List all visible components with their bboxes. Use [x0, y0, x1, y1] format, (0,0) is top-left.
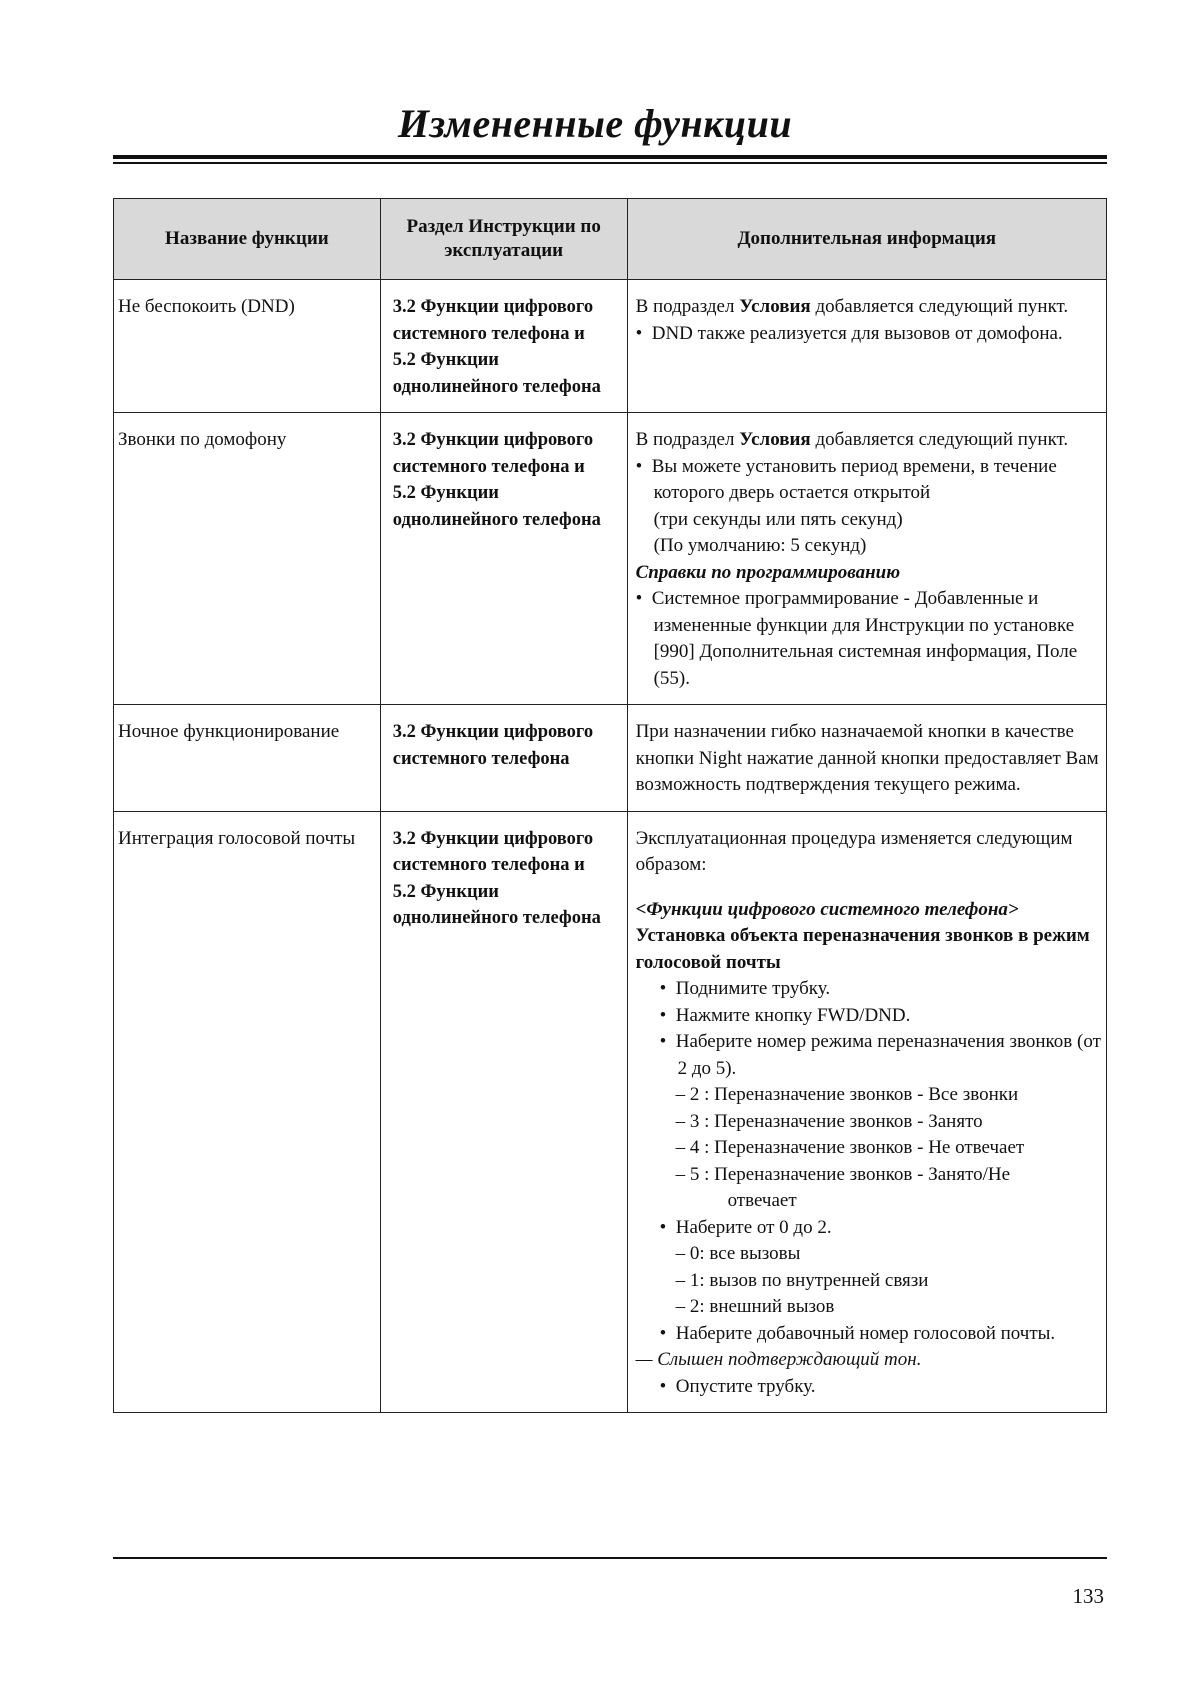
step-option: – 0: все вызовы — [675, 1243, 801, 1264]
row-additional-info — [627, 413, 1106, 705]
section-line: системного телефона и — [392, 855, 585, 875]
title-rule-thick — [113, 155, 1107, 159]
page-number: 133 — [1072, 1584, 1104, 1608]
step-option: – 1: вызов по внутренней связи — [675, 1269, 929, 1291]
section-line: 3.2 Функции цифрового — [392, 430, 594, 450]
bullet-text: Вы можете установить период времени, в течение которого дверь остается открытой — [651, 455, 1057, 503]
bullet-continuation: (три секунды или пять секунд) — [653, 508, 903, 530]
footer-rule — [113, 1557, 1107, 1559]
header-manual-section: Раздел Инструкции по эксплуатации — [380, 199, 627, 280]
programming-reference-title: Справки по программированию — [635, 561, 901, 583]
step-item: • Опустите трубку. — [659, 1375, 816, 1397]
features-table — [113, 198, 1107, 1413]
spacer — [636, 879, 1102, 897]
row-manual-section — [380, 811, 627, 1413]
step-text: Наберите добавочный номер голосовой почты. — [675, 1322, 1056, 1344]
info-bullet: • DND также реализуется для вызовов от домофона. — [635, 322, 1063, 344]
bullet-continuation: (По умолчанию: 5 секунд) — [653, 535, 867, 556]
step-option: – 2 : Переназначение звонков - Все звонки — [675, 1084, 1019, 1105]
table-row — [114, 705, 1107, 812]
row-manual-section — [380, 705, 627, 812]
info-paragraph: При назначении гибко назначаемой кнопки в качестве кнопки Night нажатие данной кнопки предоставляет Вам возможность подтверждения текущего режима. — [635, 721, 1099, 795]
row-manual-section — [380, 413, 627, 705]
section-line: 3.2 Функции цифрового — [392, 297, 594, 317]
row-manual-section — [380, 280, 627, 413]
table-header-row — [114, 199, 1107, 280]
step-option: – 3 : Переназначение звонков - Занято — [675, 1110, 983, 1132]
info-bold-text: Условия — [739, 429, 811, 450]
section-line: 3.2 Функции цифрового — [392, 722, 594, 742]
step-option: – 4 : Переназначение звонков - Не отвечает — [675, 1137, 1025, 1158]
info-bullet: • Системное программирование - Добавленные и измененные функции для Инструкции по установке — [635, 588, 1075, 636]
row-additional-info — [627, 705, 1106, 812]
section-line: однолинейного телефона — [392, 509, 601, 530]
row-additional-info — [627, 280, 1106, 413]
info-paragraph — [636, 294, 1102, 321]
step-item: • Наберите от 0 до 2. — [659, 1216, 832, 1238]
section-line: 3.2 Функции цифрового — [392, 828, 594, 849]
info-paragraph — [636, 427, 1102, 454]
row-function-name: Звонки по домофону — [114, 413, 381, 705]
info-text: В подраздел — [635, 296, 740, 317]
procedure-title: Установка объекта переназначения звонков в режим голосовой почты — [635, 925, 1090, 973]
table-row — [114, 280, 1107, 413]
bullet-text: Системное программирование - Добавленные и измененные функции для Инструкции по установке — [651, 588, 1075, 636]
row-additional-info — [627, 811, 1106, 1413]
bullet-continuation: [990] Дополнительная системная информация, Поле (55). — [653, 641, 1078, 689]
step-item: • Наберите номер режима переназначения звонков (от 2 до 5). — [659, 1031, 1101, 1079]
bullet-text: DND также реализуется для вызовов от домофона. — [651, 322, 1063, 344]
info-bold-text: Условия — [739, 296, 811, 317]
section-line: системного телефона и — [392, 456, 585, 477]
section-line: системного телефона — [392, 748, 570, 769]
info-text: добавляется следующий пункт. — [810, 429, 1069, 450]
info-text: В подраздел — [635, 429, 740, 450]
row-function-name: Ночное функционирование — [114, 705, 381, 812]
step-item: • Поднимите трубку. — [659, 978, 831, 999]
table-row — [114, 413, 1107, 705]
subsection-title: <Функции цифрового системного телефона> — [635, 898, 1019, 920]
step-text: Опустите трубку. — [675, 1375, 816, 1397]
page-title: Измененные функции — [397, 101, 793, 146]
step-option: – 2: внешний вызов — [675, 1296, 835, 1317]
row-function-name: Не беспокоить (DND) — [114, 280, 381, 413]
section-line: 5.2 Функции — [392, 881, 499, 902]
step-text: Наберите от 0 до 2. — [675, 1216, 832, 1238]
tone-note: — Слышен подтверждающий тон. — [635, 1349, 922, 1370]
header-function-name: Название функции — [114, 199, 381, 280]
title-rule-thin — [113, 162, 1107, 164]
info-text: добавляется следующий пункт. — [810, 296, 1069, 317]
step-text: Поднимите трубку. — [675, 978, 831, 999]
step-item: • Нажмите кнопку FWD/DND. — [659, 1004, 911, 1026]
section-line: однолинейного телефона — [392, 908, 601, 928]
section-line: системного телефона и — [392, 323, 585, 344]
section-line: однолинейного телефона — [392, 376, 601, 397]
info-bullet: • Вы можете установить период времени, в течение которого дверь остается открытой — [635, 455, 1057, 503]
step-text: Наберите номер режима переназначения звонков (от 2 до 5). — [675, 1031, 1101, 1079]
section-line: 5.2 Функции — [392, 483, 499, 503]
section-line: 5.2 Функции — [392, 350, 499, 370]
step-option-continuation: отвечает — [727, 1190, 797, 1211]
row-function-name: Интеграция голосовой почты — [114, 811, 381, 1413]
step-item: • Наберите добавочный номер голосовой почты. — [659, 1322, 1056, 1344]
header-additional-info: Дополнительная информация — [627, 199, 1106, 280]
step-text: Нажмите кнопку FWD/DND. — [675, 1004, 911, 1026]
info-paragraph: Эксплуатационная процедура изменяется следующим образом: — [635, 827, 1073, 875]
table-row — [114, 811, 1107, 1413]
step-option: – 5 : Переназначение звонков - Занято/Не — [675, 1163, 1011, 1185]
